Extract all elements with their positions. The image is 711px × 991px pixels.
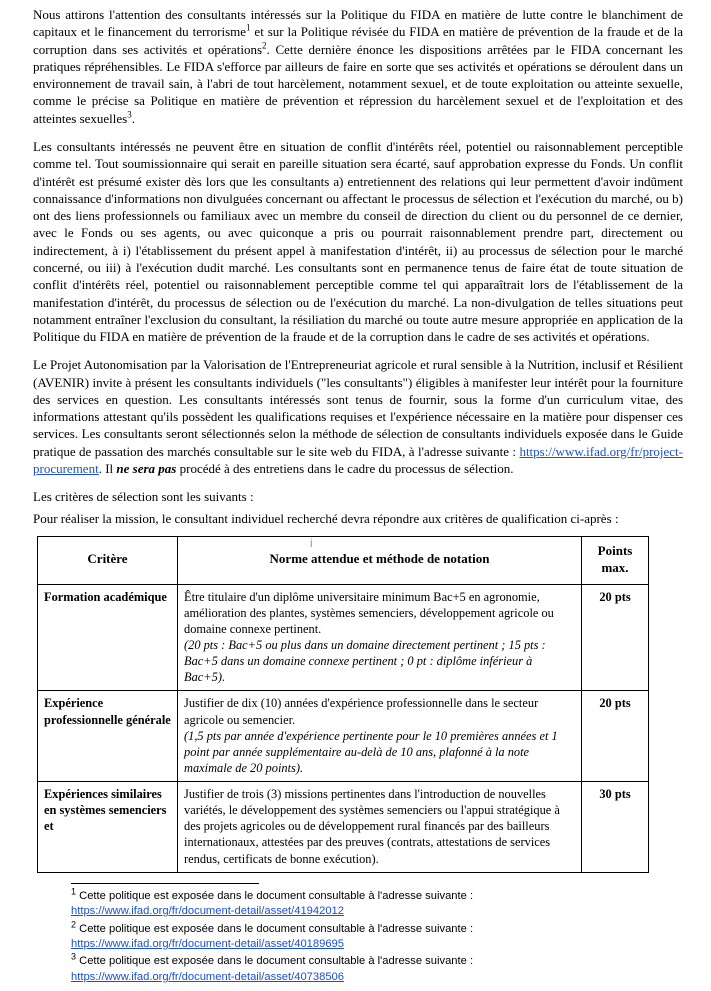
footnote-number: 3 [71, 951, 77, 962]
cell-points: 20 pts [582, 691, 649, 782]
cell-points: 30 pts [582, 782, 649, 873]
footnote-text: Cette politique est exposée dans le document consultable à l'adresse suivante : [76, 889, 474, 902]
footnote-ref[interactable]: 2 [262, 40, 267, 51]
footnote [71, 885, 631, 920]
footnote-text: Cette politique est exposée dans le document consultable à l'adresse suivante : [76, 922, 474, 935]
norme-scoring: (20 pts : Bac+5 ou plus dans un domaine directement pertinent ; 15 pts : Bac+5 dans un domaine connexe pertinent ; 0 pt : diplôme inférieur à Bac+5). [184, 638, 546, 685]
text-run: Le Projet Autonomisation par la Valorisation de l'Entrepreneuriat agricole et rural sensible à la Nutrition, inclusif et Résilient (AVENIR) invite à présent les consultants individuels ("les consultants") éligibles à manifester leur intérêt pour la fourniture des services en question. Les consultants intéressés sont tenus de fournir, sous la forme d'un curriculum vitae, des informations attestant qu'ils possèdent les qualifications requises et l'expérience nécessaire en la matière pour dispenser ces services. Les consultants seront sélectionnés selon la méthode de sélection de consultants individuels exposée dans le Guide pratique de passation des marchés consultable sur le site web du FIDA, à l'adresse suivante : [33, 357, 683, 459]
text-run: et sur la Politique révisée du FIDA en matière de prévention de la fraude et de la corruption dans ses activités et opérations [33, 24, 683, 57]
header-critere: Critère [38, 536, 178, 584]
footnote [71, 918, 631, 953]
footnotes [71, 883, 631, 986]
header-norme: Norme attendue et méthode de notation [178, 536, 582, 584]
external-link[interactable]: https://www.ifad.org/fr/project-procurement [33, 443, 683, 477]
footnote-link[interactable]: https://www.ifad.org/fr/document-detail/asset/40189695 [71, 938, 345, 951]
norme-main: Justifier de dix (10) années d'expérience professionnelle dans le secteur agricole ou semencier. [184, 696, 539, 727]
cell-norme [178, 584, 582, 691]
table-row [38, 584, 649, 691]
orange-annotation-mark: i [310, 536, 313, 550]
text-run: . Il [98, 461, 117, 477]
text-run: procédé à des entretiens dans le cadre du processus de sélection. [176, 461, 514, 477]
cell-points: 20 pts [582, 584, 649, 691]
table-row [38, 782, 649, 873]
footnote-text: Cette politique est exposée dans le document consultable à l'adresse suivante : [76, 955, 474, 968]
norme-scoring: (1,5 pts par année d'expérience pertinente pour le 10 premières années et 1 point par année supplémentaire au-delà de 10 ans, plafonné à la note maximale de 20 points). [184, 728, 558, 775]
norme-main: Être titulaire d'un diplôme universitaire minimum Bac+5 en agronomie, amélioration des plantes, systèmes semenciers, développement agricole ou domaine connexe pertinent. [184, 589, 554, 636]
footnote-link[interactable]: https://www.ifad.org/fr/document-detail/asset/40738506 [71, 970, 345, 983]
header-points-label: Points max. [597, 542, 633, 575]
header-points [582, 536, 649, 584]
paragraph-2 [33, 138, 683, 345]
paragraph-1 [33, 6, 683, 127]
text-run: . Cette dernière énonce les dispositions arrêtées par le FIDA concernant les pratiques répréhensibles. Le FIDA s'efforce par ailleurs de faire en sorte que ses activités et opérations se déroulent dans un environnement de travail sain, à l'abri de tout harcèlement, notamment sexuel, et de toute exploitation ou atteinte sexuelle, comme le précise sa Politique en matière de prévention et répression du harcèlement sexuel et de l'exploitation et des atteintes sexuelles [33, 41, 683, 126]
table-row [38, 691, 649, 782]
text-run: . [131, 110, 135, 126]
footnote-link[interactable]: https://www.ifad.org/fr/document-detail/asset/41942012 [71, 905, 345, 918]
criteria-table [37, 536, 649, 873]
footnote-number: 1 [71, 885, 77, 896]
table-header-row [38, 536, 649, 584]
text-run: Les consultants intéressés ne peuvent être en situation de conflit d'intérêts réel, potentiel ou raisonnablement perceptible comme tel. Tout soumissionnaire qui serait en pareille situation sera écarté, sauf approbation expresse du Fonds. Un conflit d'intérêt est présumé exister dès lors que les consultants a) entretiennent des relations qui leur permettent d'avoir indûment connaissance d'informations non divulguées concernant ou affectant le processus de sélection et l'exécution du marché, ou b) ont des liens professionnels ou familiaux avec un membre du conseil de direction du client ou du personnel de ce dernier, avec le Fonds ou ses agents, ou avec quiconque a pris ou pourrait raisonnablement prendre part, directement ou indirectement, à i) l'établissement du présent appel à manifestation d'intérêt, ii) au processus de sélection pour le marché concerné, ou iii) à l'exécution dudit marché. Les consultants sont en permanence tenus de faire état de toute situation de conflit d'intérêts réel, potentiel ou raisonnablement perceptible comme tel qui apparaîtrait lors de l'établissement de la manifestation d'intérêt, du processus de sélection ou de l'exécution du marché. La non-divulgation de telles situations peut notamment entraîner l'exclusion du consultant, la résiliation du marché ou toute autre mesure appropriée en application de la Politique du FIDA en matière de prévention de la fraude et de la corruption dans le cadre de ses activités et opérations. [33, 138, 683, 345]
text-run: Nous attirons l'attention des consultants intéressés sur la Politique du FIDA en matière de lutte contre le blanchiment de capitaux et le financement du terrorisme [33, 7, 683, 40]
footnote [71, 951, 631, 985]
cell-norme [178, 782, 582, 873]
cell-critere: Expériences similaires en systèmes semenciers et [38, 782, 178, 873]
criteria-lead: Pour réaliser la mission, le consultant individuel recherché devra répondre aux critères de qualification ci-après : [33, 510, 619, 526]
cell-critere: Expérience professionnelle générale [38, 691, 178, 782]
footnote-number: 2 [71, 918, 77, 929]
paragraph-3 [33, 356, 683, 477]
cell-critere: Formation académique [38, 584, 178, 691]
footnote-ref[interactable]: 1 [246, 22, 251, 33]
emphasis-text: ne sera pas [116, 461, 177, 477]
criteria-intro: Les critères de sélection sont les suivants : [33, 489, 254, 505]
norme-main: Justifier de trois (3) missions pertinentes dans l'introduction de nouvelles variétés, le développement des systèmes semenciers ou l'appui stratégique à des projets agricoles ou de développement rural financés par des bailleurs internationaux, attestées par des preuves (contrats, attestations de services rendus, certificats de bonne exécution). [184, 787, 560, 866]
footnote-ref[interactable]: 3 [127, 109, 132, 120]
cell-norme [178, 691, 582, 782]
